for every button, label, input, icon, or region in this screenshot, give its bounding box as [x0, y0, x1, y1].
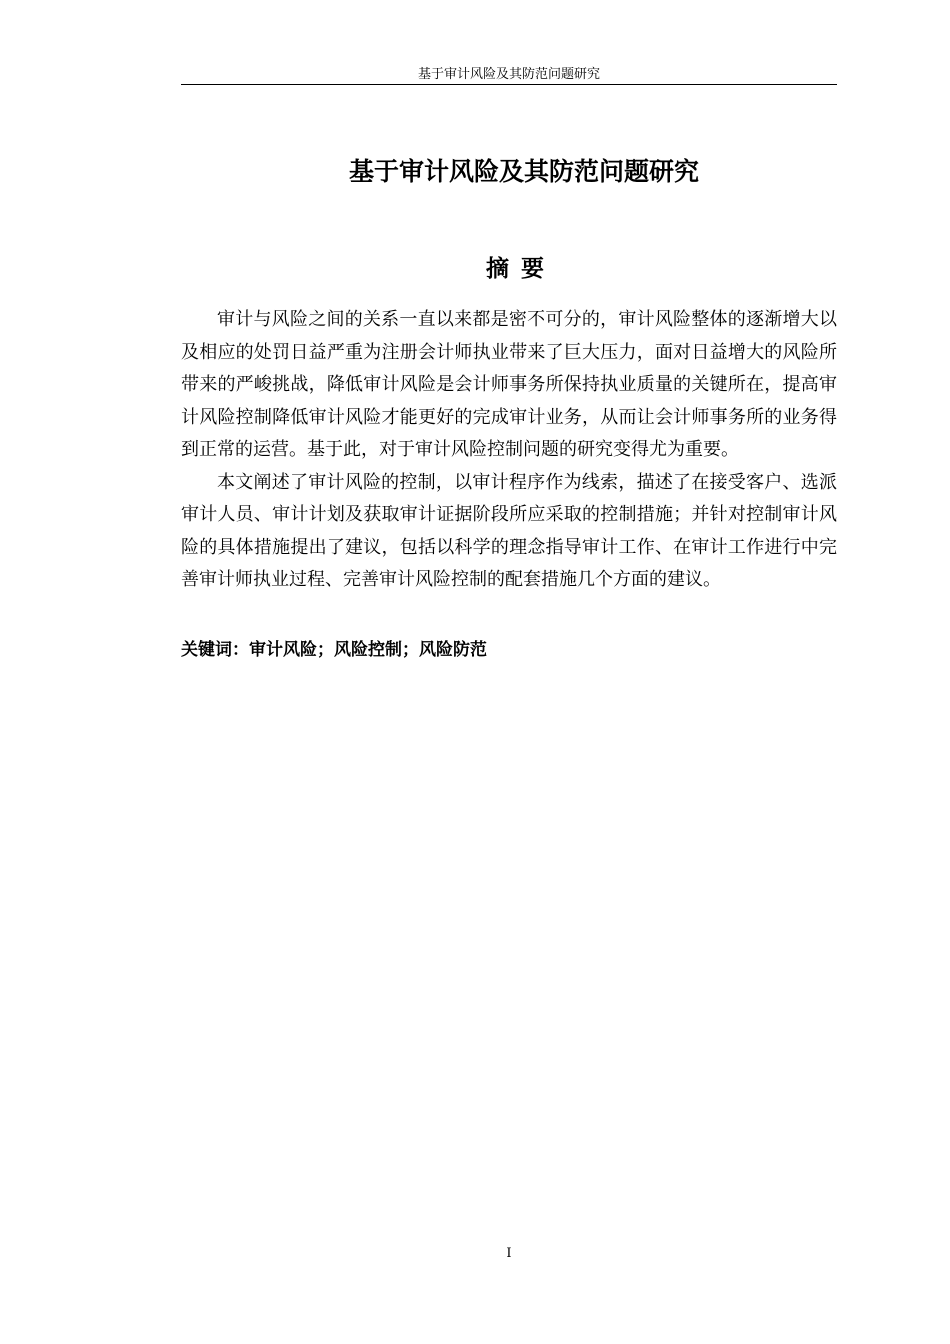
abstract-paragraph-1: 审计与风险之间的关系一直以来都是密不可分的，审计风险整体的逐渐增大以及相应的处罚日益严重为注册会计师执业带来了巨大压力，面对日益增大的风险所带来的严峻挑战，降低审计风险是会计师事务所保持执业质量的关键所在，提高审计风险控制降低审计风险才能更好的完成审计业务，从而让会计师事务所的业务得到正常的运营。基于此，对于审计风险控制问题的研究变得尤为重要。 [181, 309, 837, 460]
running-header: 基于审计风险及其防范问题研究 [417, 67, 600, 82]
page-number: I [506, 1246, 512, 1261]
keywords-line: 关键词：审计风险；风险控制；风险防范 [181, 640, 487, 660]
abstract-paragraph-2: 本文阐述了审计风险的控制，以审计程序作为线索，描述了在接受客户、选派审计人员、审计计划及获取审计证据阶段所应采取的控制措施；并针对控制审计风险的具体措施提出了建议，包括以科学的理念指导审计工作、在审计工作进行中完善审计师执业过程、完善审计风险控制的配套措施几个方面的建议。 [181, 471, 837, 590]
abstract-body [181, 304, 837, 597]
abstract-heading: 摘要 [486, 256, 556, 282]
header-rule [181, 84, 837, 85]
document-title: 基于审计风险及其防范问题研究 [348, 157, 699, 186]
